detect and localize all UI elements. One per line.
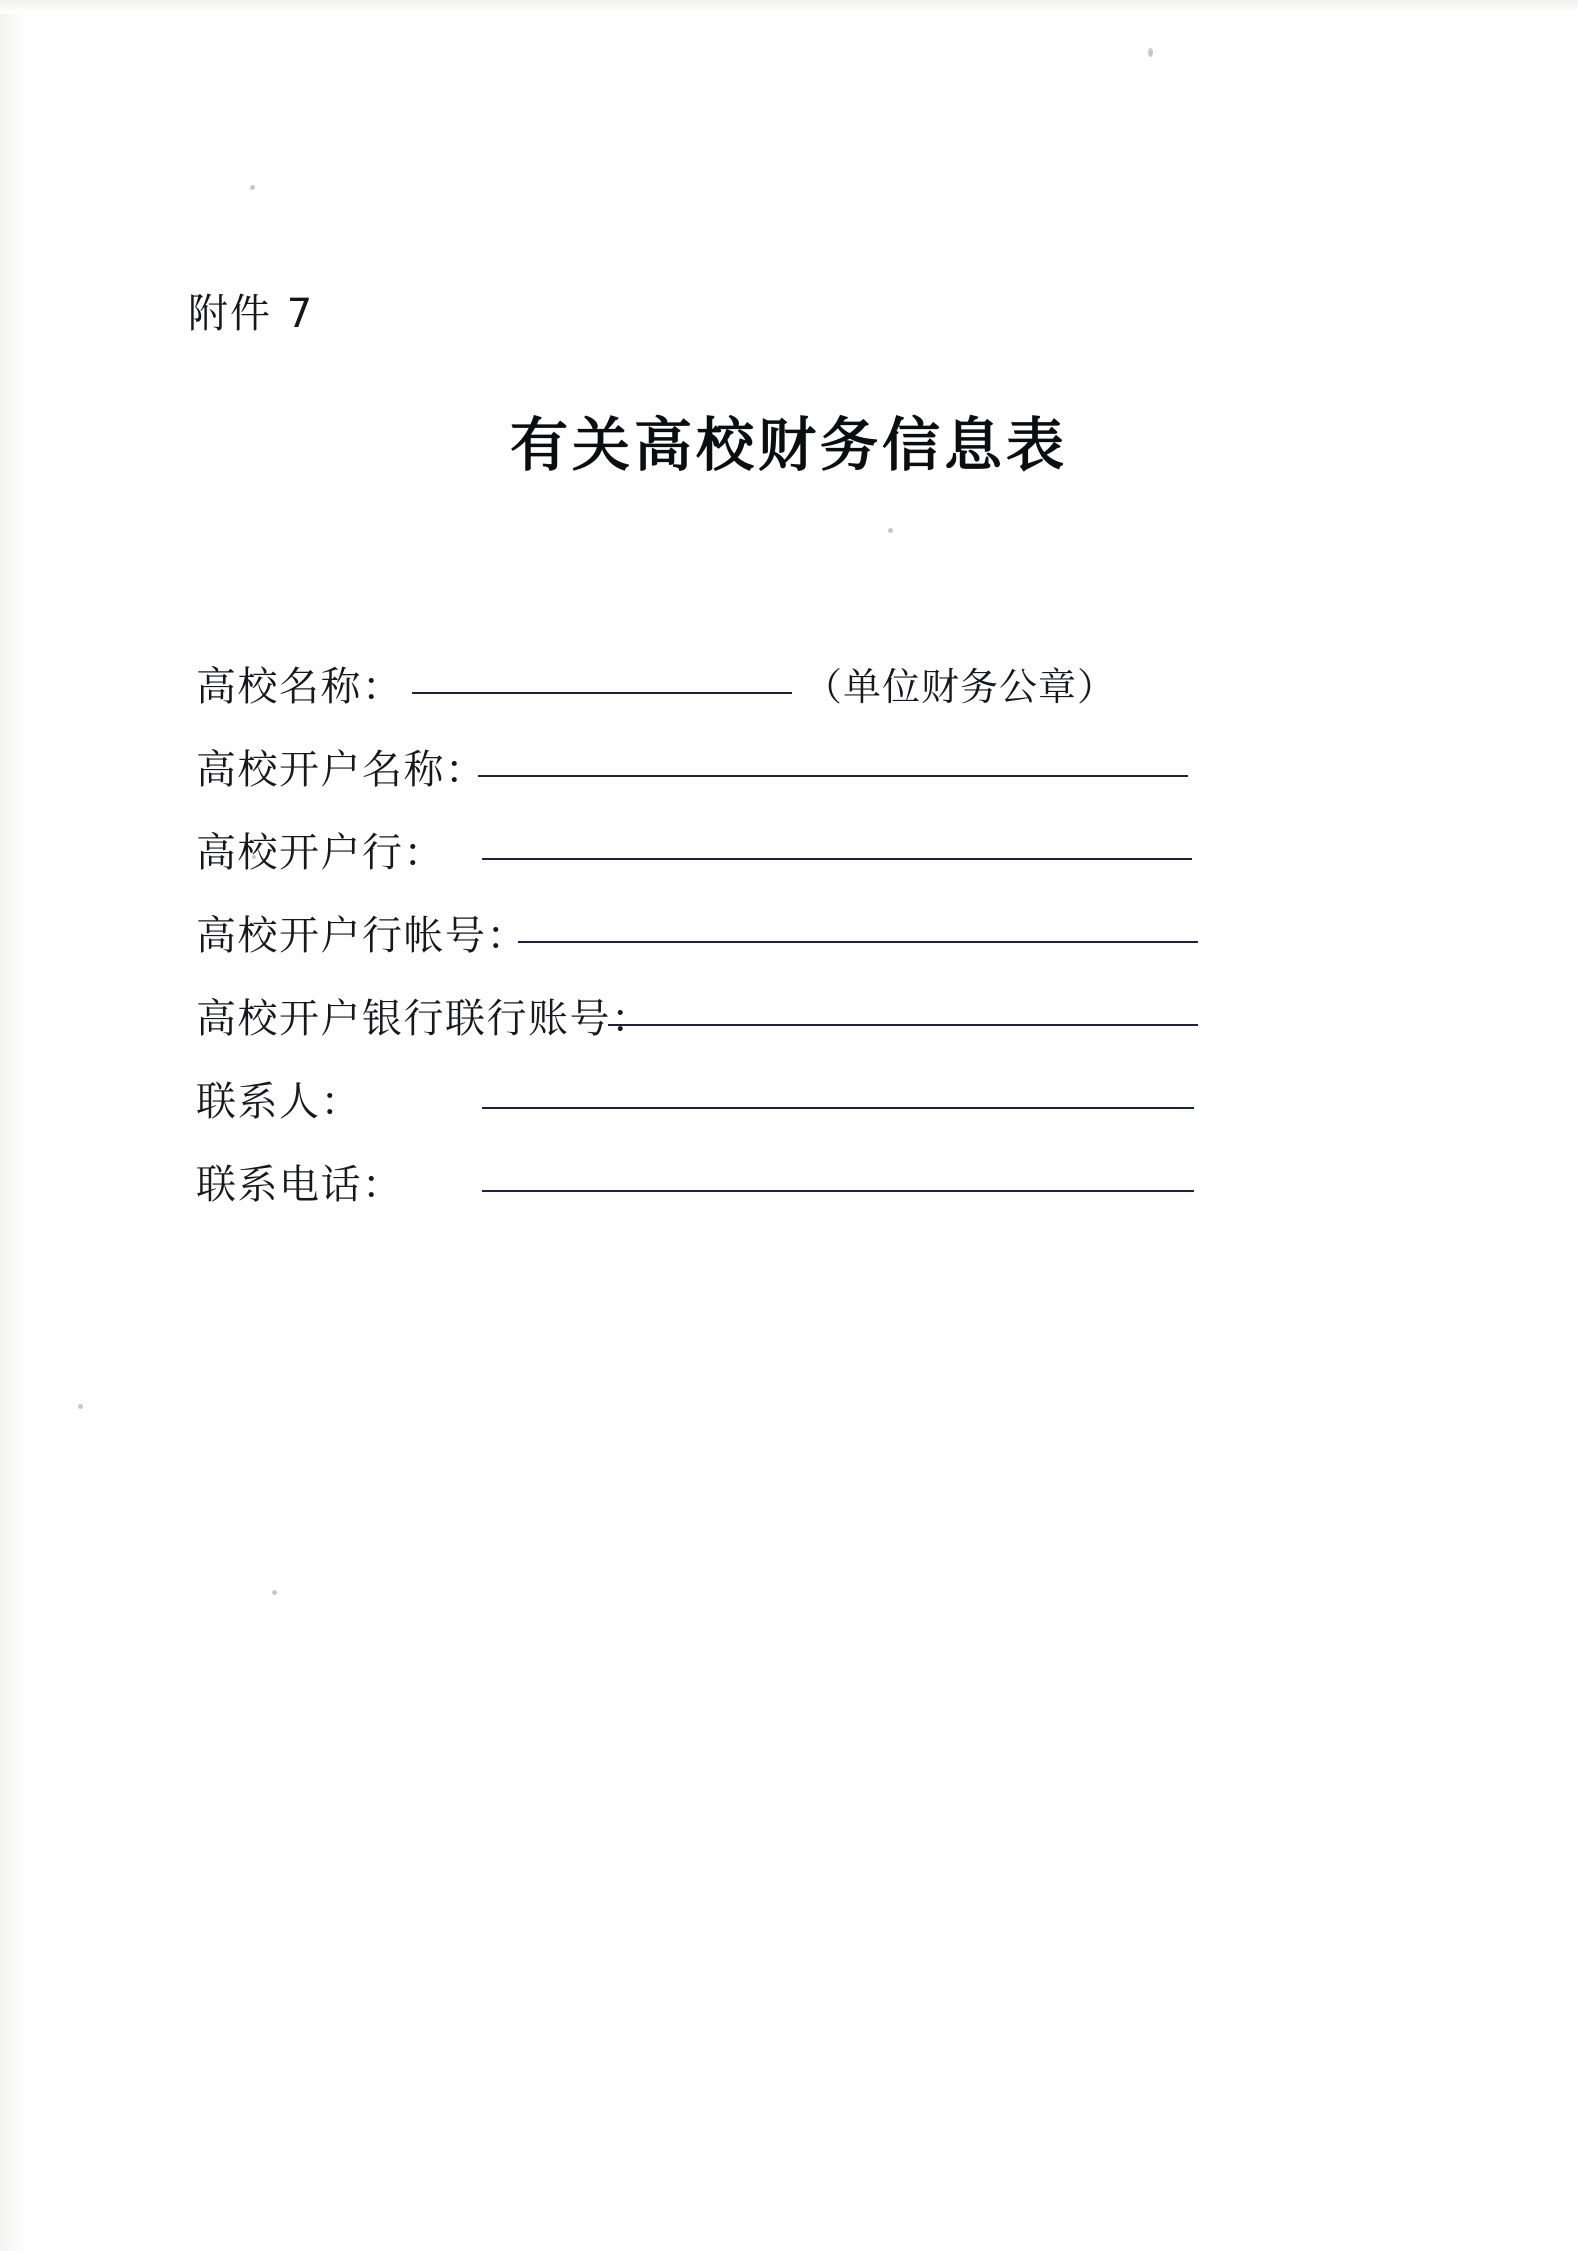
field-label-bank-account-number: 高校开户行帐号： xyxy=(196,913,528,959)
input-contact-phone[interactable] xyxy=(482,1190,1194,1192)
form-row xyxy=(196,1070,1296,1153)
field-label-university-name: 高校名称： xyxy=(196,664,404,710)
form-row xyxy=(196,738,1296,821)
field-label-interbank-number: 高校开户银行联行账号： xyxy=(196,996,653,1042)
field-label-account-name: 高校开户名称： xyxy=(196,747,487,793)
input-interbank-number[interactable] xyxy=(608,1024,1198,1026)
field-label-bank-branch: 高校开户行： xyxy=(196,830,445,876)
form-row xyxy=(196,1153,1296,1236)
attachment-label: 附件 7 xyxy=(188,291,315,337)
finance-info-form xyxy=(196,655,1296,1236)
field-label-contact-person: 联系人： xyxy=(196,1079,362,1125)
input-contact-person[interactable] xyxy=(482,1107,1194,1109)
seal-note: （单位财务公章） xyxy=(804,665,1117,709)
form-row xyxy=(196,821,1296,904)
form-row xyxy=(196,987,1296,1070)
input-bank-branch[interactable] xyxy=(482,858,1192,860)
input-bank-account-number[interactable] xyxy=(518,941,1198,943)
input-university-name[interactable] xyxy=(412,692,792,694)
page-title: 有关高校财务信息表 xyxy=(509,411,1068,479)
form-row xyxy=(196,904,1296,987)
form-row xyxy=(196,655,1296,738)
field-label-contact-phone: 联系电话： xyxy=(196,1162,404,1208)
input-account-name[interactable] xyxy=(478,775,1188,777)
